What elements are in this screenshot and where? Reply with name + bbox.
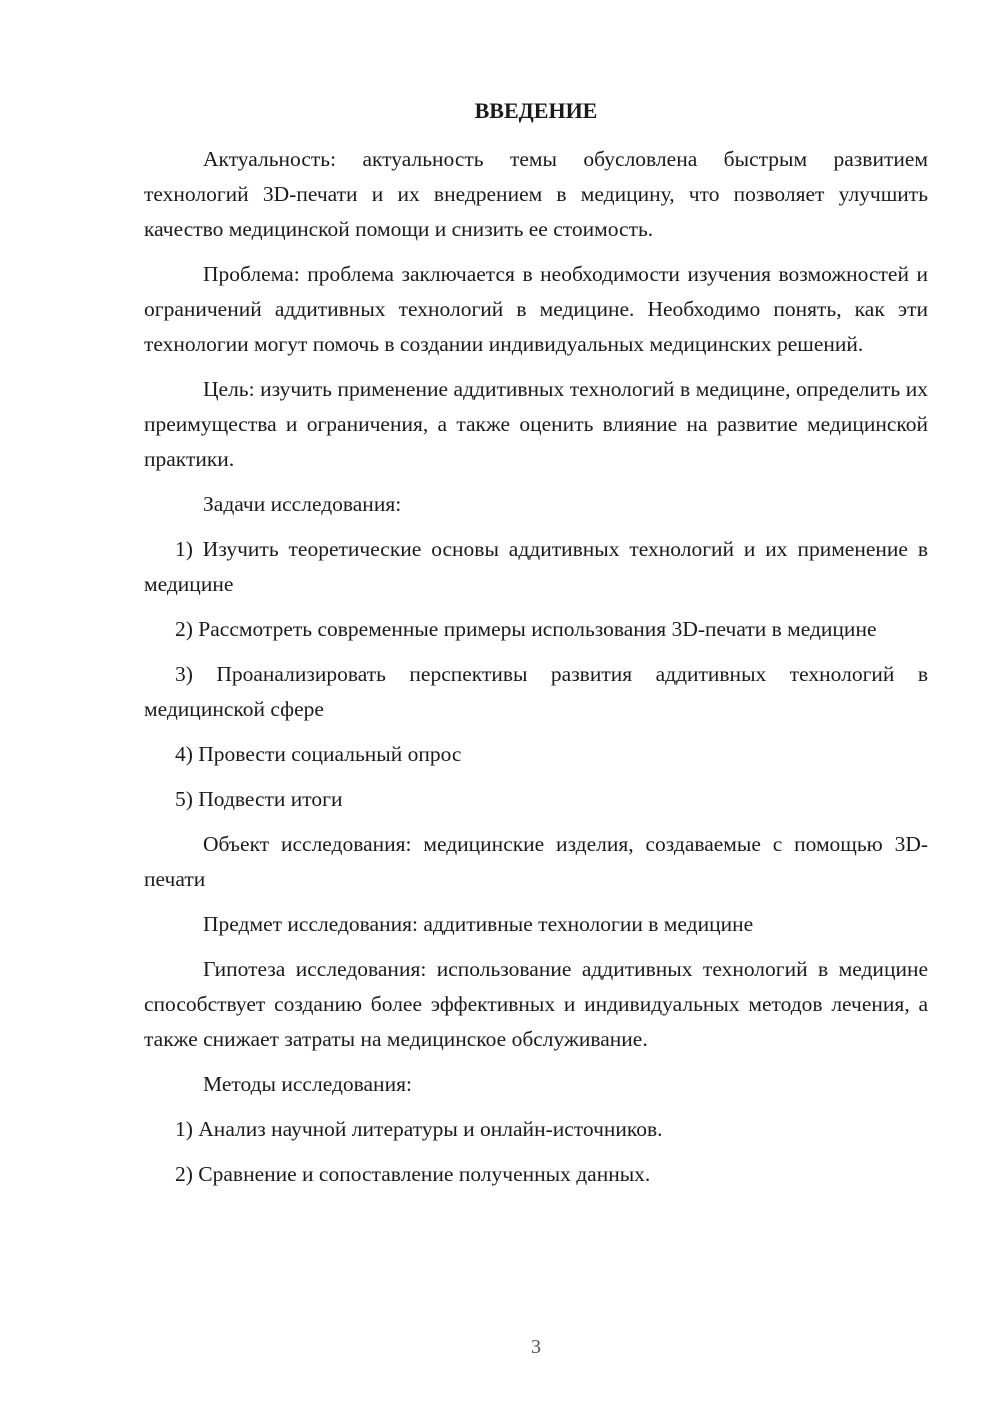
methods-heading: Методы исследования: [203, 1072, 412, 1096]
problem-paragraph: Проблема: проблема заключается в необходимости изучения возможностей и ограничений аддитивных технологий в медицине. Необходимо понять, как эти технологии могут помочь в создании индивидуальных медицинских решений. [144, 262, 928, 356]
goal-paragraph: Цель: изучить применение аддитивных технологий в медицине, определить их преимущества и ограничения, а также оценить влияние на развитие медицинской практики. [144, 377, 928, 471]
task-item-4: 4) Провести социальный опрос [175, 742, 462, 766]
hypothesis-paragraph: Гипотеза исследования: использование аддитивных технологий в медицине способствует созданию более эффективных и индивидуальных методов лечения, а также снижает затраты на медицинское обслуживание. [144, 957, 928, 1051]
method-item-1: 1) Анализ научной литературы и онлайн-источников. [175, 1117, 663, 1141]
task-item-1: 1) Изучить теоретические основы аддитивных технологий и их применение в медицине [144, 537, 928, 596]
task-item-3: 3) Проанализировать перспективы развития аддитивных технологий в медицинской сфере [144, 662, 928, 721]
method-item-2: 2) Сравнение и сопоставление полученных данных. [175, 1162, 651, 1186]
object-paragraph: Объект исследования: медицинские изделия, создаваемые с помощью 3D-печати [144, 832, 928, 891]
task-item-2: 2) Рассмотреть современные примеры использования 3D-печати в медицине [175, 617, 877, 641]
document-body [144, 142, 928, 1202]
tasks-heading: Задачи исследования: [203, 492, 402, 516]
subject-paragraph: Предмет исследования: аддитивные технологии в медицине [203, 912, 754, 936]
section-title: ВВЕДЕНИЕ [474, 98, 598, 123]
page-number: 3 [531, 1336, 541, 1358]
relevance-paragraph: Актуальность: актуальность темы обусловлена быстрым развитием технологий 3D-печати и их внедрением в медицину, что позволяет улучшить качество медицинской помощи и снизить ее стоимость. [144, 147, 928, 241]
task-item-5: 5) Подвести итоги [175, 787, 343, 811]
